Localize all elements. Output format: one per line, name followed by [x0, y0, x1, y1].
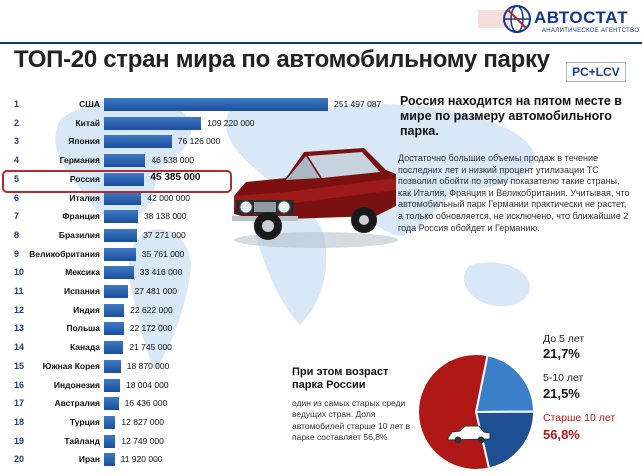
- bar: [104, 435, 115, 448]
- bar-rank: 5: [14, 173, 20, 184]
- bar-rank: 7: [14, 211, 20, 222]
- header-rule: [0, 42, 642, 44]
- bar-category-label: Индонезия: [53, 379, 100, 390]
- bar: [104, 266, 134, 279]
- bar-category-label: Германия: [59, 155, 100, 166]
- bar-rank: 8: [14, 229, 20, 240]
- bar-category-label: Польша: [66, 323, 100, 334]
- bar-category-label: Китай: [75, 117, 100, 128]
- bar: [104, 154, 145, 167]
- bar: [104, 117, 201, 130]
- bar-rank: 3: [14, 136, 20, 147]
- bar-rank: 18: [14, 416, 25, 427]
- bar-value-label: 38 138 000: [143, 211, 187, 222]
- bar-value-label: 42 000 000: [147, 192, 190, 203]
- bar-value-label: 37 271 000: [143, 229, 186, 240]
- bar-value-label: 46 538 000: [151, 155, 194, 166]
- bar-category-label: Бразилия: [58, 229, 100, 240]
- bar-value-label: 76 126 000: [177, 136, 221, 147]
- bar: [104, 304, 124, 317]
- car-illustration: [226, 134, 402, 250]
- bar-rank: 15: [14, 360, 25, 371]
- bar-value-label: 12 749 000: [121, 435, 164, 446]
- bar-category-label: Испания: [63, 286, 100, 296]
- bar-category-label: Россия: [69, 173, 100, 184]
- bar-rank: 19: [14, 435, 25, 446]
- bar-value-label: 22 172 000: [129, 323, 173, 334]
- bar-value-label: 33 416 000: [139, 267, 183, 278]
- age-paragraph: один из самых старых среди ведущих стран. Доля автомобилей старше 10 лет в парке составляет 56,8%: [292, 398, 410, 443]
- bar-category-label: Япония: [68, 136, 100, 147]
- bar: [104, 192, 141, 205]
- bar-category-label: Великобритания: [29, 248, 100, 259]
- page-title: ТОП-20 стран мира по автомобильному парку: [14, 46, 550, 73]
- bar: [104, 229, 137, 242]
- pie-value-over-10: 56,8%: [543, 427, 580, 442]
- bar-category-label: Италия: [69, 192, 100, 203]
- bar-value-label: 18 004 000: [126, 379, 169, 390]
- bar-value-label: 251 497 087: [334, 99, 382, 109]
- bar-value-label: 21 745 000: [129, 342, 172, 353]
- bar-rank: 2: [14, 117, 20, 128]
- bar-rank: 12: [14, 304, 25, 315]
- bar-rank: 17: [14, 398, 25, 409]
- bar: [104, 453, 115, 466]
- bar-category-label: США: [79, 99, 100, 109]
- logo-globe-icon: [502, 4, 532, 34]
- bar-rank: 13: [14, 323, 25, 334]
- bar-rank: 1: [14, 99, 20, 109]
- bar: [104, 248, 136, 261]
- pie-value-5-10: 21,5%: [543, 386, 580, 401]
- bar-rank: 4: [14, 155, 20, 166]
- bar-rank: 20: [14, 454, 25, 465]
- bar-category-label: Южная Корея: [42, 360, 100, 371]
- bar: [104, 322, 124, 335]
- bar-value-label: 22 622 000: [130, 304, 173, 315]
- bar-category-label: Мексика: [65, 267, 100, 278]
- bar-category-label: Турция: [69, 416, 100, 427]
- bar-category-label: Иран: [78, 454, 100, 465]
- bar: [104, 135, 172, 148]
- russia-fifth-heading: Россия находится на пятом месте в мире по размеру автомобильного парка.: [400, 94, 622, 138]
- pie-label-under-5: До 5 лет: [543, 333, 585, 345]
- bar: [104, 98, 328, 111]
- bar-rank: 16: [14, 379, 25, 390]
- pie-value-under-5: 21,7%: [543, 346, 580, 361]
- bar-rank: 10: [14, 267, 25, 278]
- bar: [104, 397, 119, 410]
- bar-rank: 14: [14, 342, 25, 353]
- age-pie-chart: [414, 350, 538, 474]
- russia-analysis-paragraph: Достаточно большие объемы продаж в течение последних лет и низкий процент утилизации ТС позволил обойти по этому показателю такие страны, как Италия, Франция и Великобритания. Учитывая, что автомобильный парк Германии практически не растет, а только обновляется, не исключено, что ближайшие 2 года Россия обойдет и Германию.: [398, 153, 630, 233]
- bar: [104, 416, 115, 429]
- small-car-icon: [446, 424, 492, 446]
- bar-value-label: 27 481 000: [134, 286, 178, 296]
- bar-rank: 11: [14, 286, 24, 296]
- age-heading: При этом возраст парка России: [292, 366, 389, 391]
- bar-category-label: Индия: [73, 304, 100, 315]
- bar: [104, 360, 121, 373]
- russia-highlight-box: [2, 170, 232, 193]
- bar-value-label: 18 870 000: [126, 360, 170, 371]
- bar: [104, 341, 123, 354]
- bar-value-label: 45 385 000: [150, 172, 201, 184]
- bar-category-label: Тайланд: [64, 435, 100, 446]
- bar: [104, 210, 138, 223]
- pie-label-5-10: 5-10 лет: [543, 372, 584, 384]
- logo-subtitle: АНАЛИТИЧЕСКОЕ АГЕНТСТВО: [542, 28, 640, 34]
- logo-name: АВТОСТАТ: [534, 8, 629, 27]
- bar: [104, 285, 128, 298]
- bar-value-label: 109 220 000: [207, 117, 255, 128]
- bar-category-label: Франция: [62, 211, 100, 222]
- bar-value-label: 16 436 000: [124, 398, 168, 409]
- bar-value-label: 12 827 000: [121, 416, 164, 427]
- bar-rank: 9: [14, 248, 20, 259]
- bar: [104, 379, 120, 392]
- bar-rank: 6: [14, 192, 20, 203]
- category-badge: PC+LCV: [566, 62, 626, 82]
- pie-label-over-10: Старше 10 лет: [543, 412, 616, 424]
- bar-category-label: Канада: [69, 342, 100, 353]
- bar-value-label: 35 761 000: [141, 248, 185, 259]
- bar-value-label: 11 920 000: [120, 454, 163, 465]
- bar-category-label: Австралия: [54, 398, 100, 409]
